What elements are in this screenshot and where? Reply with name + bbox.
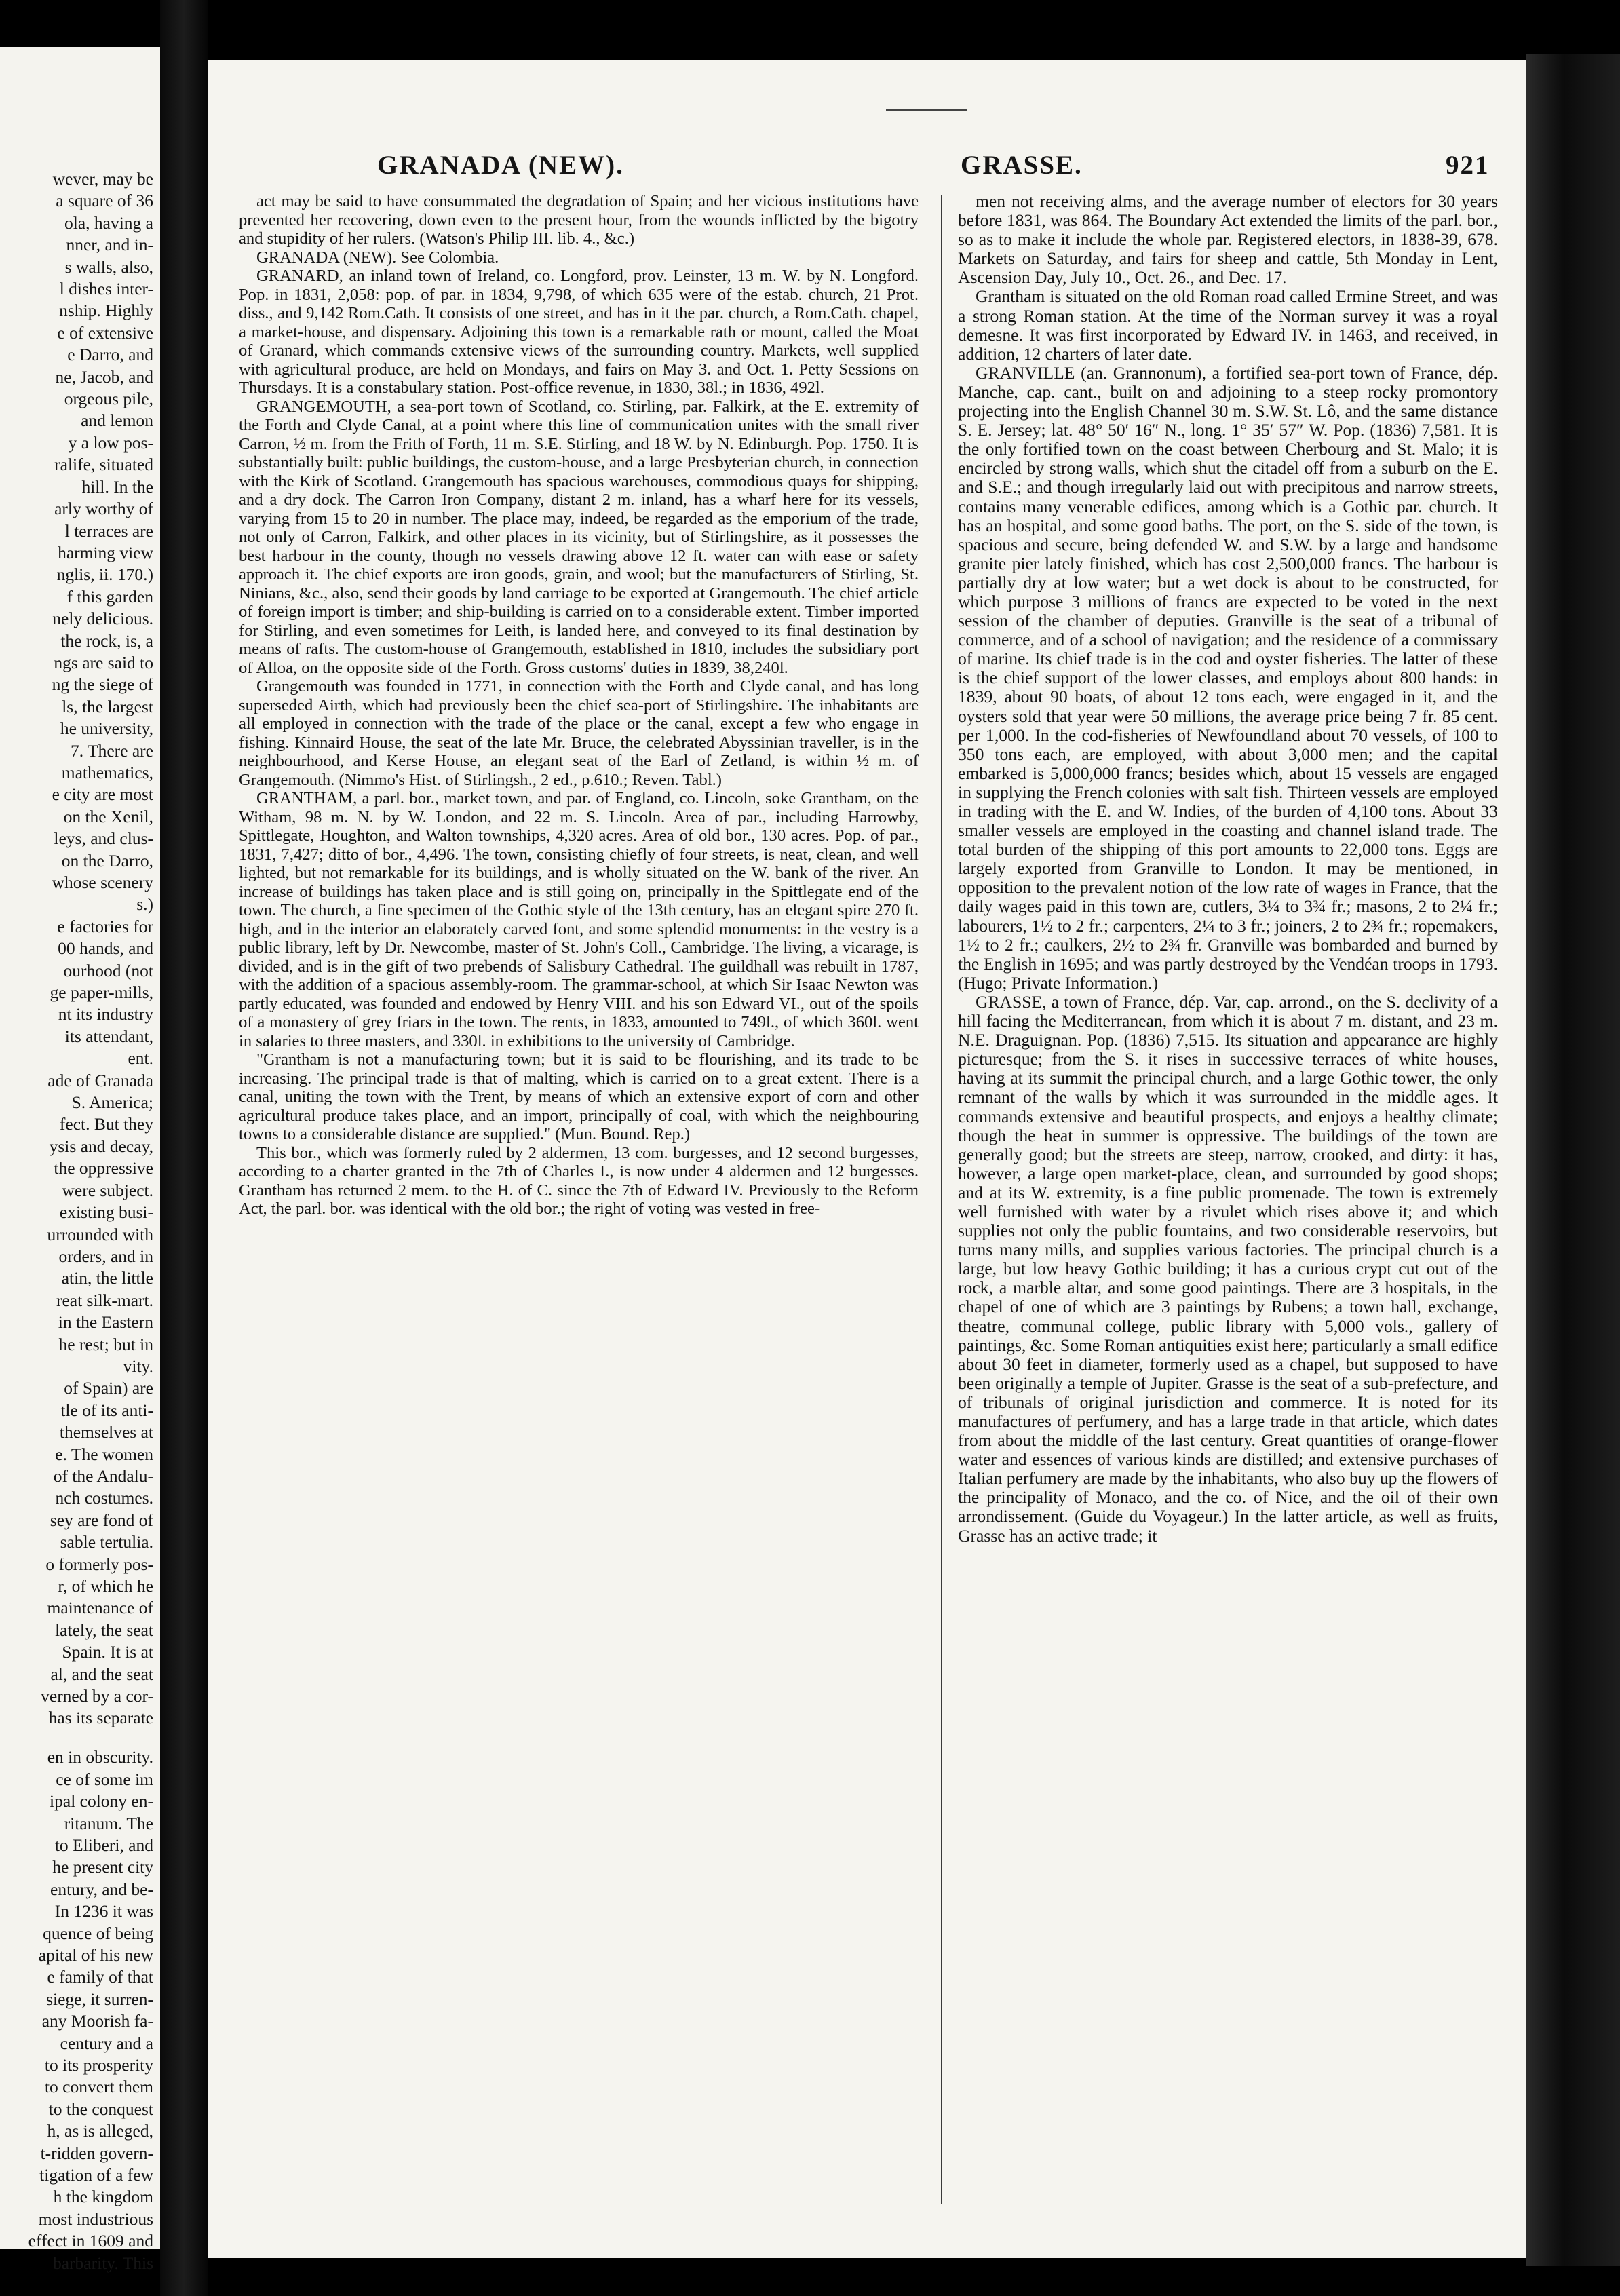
previous-page-line: f this garden bbox=[66, 586, 153, 607]
paragraph: GRASSE, a town of France, dép. Var, cap. arrond., on the S. declivity of a hill facing the Mediterranean, from which it is about 7 m. distant, and 23 m. N.E. Draguignan. Pop. (1836) 7,515. Its situation and appearance are highly picturesque; from the S. it rises in successive terraces of white houses, having at its summit the principal church, and a large Gothic tower, the only remnant of the walls by which it was surrounded in the middle ages. It commands extensive and beautiful prospects, and enjoys a healthy climate; though the heat in summer is oppressive. The buildings of the town are generally good; but the streets are steep, narrow, crooked, and dirty: it has, however, a large open market-place, clean, and surrounded by good shops; and at its W. extremity, is a fine public promenade. The town is extremely well furnished with water by a rivulet which rises above it; and which supplies not only the public fountains, and two considerable reservoirs, but turns many mills, and supplies various factories. The principal church is a large, but low heavy Gothic building; it has a curious crypt cut out of the rock, a marble altar, and some good paintings. There are 3 hospitals, in the chapel of one of which are 3 paintings by Rubens; a town hall, exchange, theatre, communal college, public library with 5,000 vols., gallery of paintings, &c. Some Roman antiquities exist here; particularly a small edifice about 30 feet in diameter, formerly used as a chapel, but supposed to have been originally a temple of Jupiter. Grasse is the seat of a sub-prefecture, and of tribunals of original jurisdiction and commerce. It is noted for its manufactures of perfumery, and has a large trade in that article, which dates from about the middle of the last century. Great quantities of orange-flower water and essences of various kinds are distilled; and extensive purchases of Italian perfumery are made by the inhabitants, who also buy up the flowers of the principality of Monaco, and the co. of Nice, and the oil of their own arrondissement. (Guide du Voyageur.) In the latter article, as well as fruits, Grasse has an active trade; it bbox=[958, 991, 1499, 1546]
previous-page-line: 00 hands, and bbox=[58, 938, 153, 959]
previous-page-line: l dishes inter- bbox=[59, 279, 153, 299]
previous-page-line: to the conquest bbox=[48, 2099, 153, 2119]
paragraph: GRANTHAM, a parl. bor., market town, and par. of England, co. Lincoln, soke Grantham, on the Witham, 98 m. N. by W. London, and 22 m. S. Lincoln. Area of par., including Harrowby, Spittlegate, Houghton, and Walton townships, 4,320 acres. Area of old bor., 130 acres. Pop. of par., 1831, 7,427; ditto of bor., 4,496. The town, consisting chiefly of four streets, is neat, clean, and well lighted, but not remarkable for its buildings, and is wholly situated on the W. bank of the river. An increase of buildings has taken place and is still going on, principally in the Spittlegate end of the town. The church, a fine specimen of the Gothic style of the 13th century, has an elegant spire 270 ft. high, and in the interior an elaborately carved font, and some splendid monuments: in the vestry is a public library, left by Dr. Newcombe, master of St. John's Coll., Cambridge. The living, a vicarage, is divided, and is in the gift of two prebends of Salisbury Cathedral. The guildhall was rebuilt in 1787, with the addition of a spacious assembly-room. The grammar-school, at which Sir Isaac Newton was partly educated, was founded and endowed by Henry VIII. and his son Edward VI., out of the spoils of a monastery of grey friars in the town. The rents, in 1833, amounted to 749l., of which 360l. went in salaries to three masters, and 330l. in exhibitions to the university of Cambridge. bbox=[239, 789, 919, 1050]
previous-page-line: existing busi- bbox=[59, 1202, 153, 1223]
running-head-left: GRANADA (NEW). bbox=[377, 151, 624, 180]
paragraph: GRANADA (NEW). See Colombia. bbox=[256, 248, 499, 267]
previous-page-line: leys, and clus- bbox=[54, 828, 153, 849]
previous-page-line: verned by a cor- bbox=[41, 1686, 153, 1706]
previous-page-line: the rock, is, a bbox=[60, 630, 153, 651]
previous-page-line: of the Andalu- bbox=[53, 1466, 153, 1486]
previous-page-line: ade of Granada bbox=[47, 1070, 153, 1090]
previous-page-line: mathematics, bbox=[61, 762, 153, 782]
paragraph: act may be said to have consummated the degradation of Spain; and her vicious institutions have prevented her recovering, down even to the present hour, from the wounds inflicted by the bigotry and stupidity of her rulers. (Watson's Philip III. lib. 4., &c.) bbox=[239, 192, 919, 248]
previous-page-line: Spain. It is at bbox=[62, 1642, 153, 1662]
previous-page-line: tle of its anti- bbox=[60, 1400, 153, 1420]
paragraph: Grantham is situated on the old Roman road called Ermine Street, and was a strong Roman station. At the time of the Norman survey it was a royal demesne. It was first incorporated by Edward IV. in 1463, and received, in addition, 12 charters of later date. bbox=[958, 286, 1498, 364]
previous-page-line: en in obscurity. bbox=[47, 1747, 153, 1767]
previous-page-line: e of extensive bbox=[57, 322, 153, 343]
previous-page-line: any Moorish fa- bbox=[41, 2011, 153, 2031]
previous-page-line: the oppressive bbox=[54, 1158, 153, 1179]
previous-page-line: ysis and decay, bbox=[49, 1136, 153, 1156]
previous-page-line: to Eliberi, and bbox=[54, 1835, 153, 1855]
previous-page-line: s.) bbox=[136, 894, 153, 915]
previous-page-line: orders, and in bbox=[58, 1246, 153, 1266]
column-rule bbox=[941, 195, 942, 2204]
running-head-right: GRASSE. bbox=[961, 151, 1083, 180]
previous-page-line: h, as is alleged, bbox=[47, 2121, 153, 2141]
previous-page-line: most industrious bbox=[38, 2208, 153, 2229]
previous-page-line: quence of being bbox=[43, 1923, 153, 1943]
previous-page-line: h the kingdom bbox=[53, 2187, 153, 2207]
previous-page-line: ne, Jacob, and bbox=[55, 366, 153, 387]
previous-page-line: orgeous pile, bbox=[64, 389, 153, 409]
previous-page-line: whose scenery bbox=[52, 873, 153, 892]
book-edge bbox=[1526, 54, 1620, 2266]
previous-page-line: nship. Highly bbox=[59, 301, 153, 321]
paragraph: GRANVILLE (an. Grannonum), a fortified sea-port town of France, dép. Manche, cap. cant., built on and adjoining to a steep rocky promontory projecting into the English Channel 30 m. S.W. St. Lô, and the same distance S. E. Jersey; lat. 48° 50′ 16″ N., long. 1° 35′ 57″ W. Pop. (1836) 7,581. It is the only fortified town on the coast between Cherbourg and St. Malo; it is encircled by strong walls, which shut the citadel off from a suburb on the E. and S.E.; and though irregularly laid out with precipitous and narrow streets, contains many venerable edifices, among which is a Gothic par. church. It has an hospital, and some good baths. The port, on the S. side of the town, is spacious and secure, being defended W. and S.W. by a large and handsome granite pier lately finished, which has cost 2,500,000 francs. The harbour is partially dry at low water; but a wet dock is about to be constructed, for which purpose 3 millions of francs are expected to be voted in the next session of the chamber of deputies. Granville is the seat of a tribunal of commerce, and of a school of navigation; and the residence of a commissary of marine. Its chief trade is in the cod and oyster fisheries. The latter of these is the chief support of the lower classes, and employs about 800 hands: in 1839, about 90 boats, of about 12 tons each, were engaged in it, and the oysters sold that year were 50 millions, the average price being 7 fr. 85 cent. per 1,000. In the cod-fisheries of Newfoundland about 70 vessels, of 100 to 350 tons each, are employed, with about 3,000 men; and the capital embarked is 5,000,000 francs; besides which, about 15 vessels are engaged in supplying the French colonies with salt fish. Thirteen vessels are employed in trading with the E. and W. Indies, of the burden of 4,100 tons. About 33 smaller vessels are employed in the coasting and channel island trade. The total burden of the shipping of this port amounts to 22,000 tons. Eggs are largely exported from Granville to London. It may be mentioned, in opposition to the prevalent notion of the low rate of wages in France, that the daily wages paid in this town are, cutlers, 3¼ to 3¾ fr.; masons, 2 to 2¼ fr.; labourers, 1½ to 2 fr.; carpenters, 2¼ to 3 fr.; joiners, 2 to 2¾ fr.; ropemakers, 1½ to 2 fr.; caulkers, 2½ to 2¾ fr. Granville was bombarded and burned by the English in 1695; and was partly destroyed by the Vendéan troops in 1793. (Hugo; Private Information.) bbox=[958, 362, 1498, 993]
previous-page-line: on the Xenil, bbox=[63, 806, 153, 826]
previous-page-line: century and a bbox=[60, 2033, 153, 2053]
previous-page-line: apital of his new bbox=[38, 1945, 153, 1965]
previous-page-line: r, of which he bbox=[58, 1576, 153, 1596]
previous-page-line: tigation of a few bbox=[39, 2165, 153, 2185]
previous-page-line: o formerly pos- bbox=[45, 1554, 153, 1574]
previous-page-line: nch costumes. bbox=[55, 1488, 153, 1508]
paragraph: GRANGEMOUTH, a sea-port town of Scotland, co. Stirling, par. Falkirk, at the E. extremity of the Forth and Clyde Canal, at a point where this line of communication unites with the small river Carron, ½ m. from the Frith of Forth, 11 m. S.E. Stirling, and 18 W. by N. Edinburgh. Pop. 1750. It is substantially built: public buildings, the custom-house, and a large Presbyterian church, in connection with the Kirk of Scotland. Grangemouth has spacious warehouses, commodious quays for shipping, and a dry dock. The Carron Iron Company, distant 2 m. inland, has a wharf here for its vessels, varying from 15 to 20 in number. The place may, indeed, be regarded as the emporium of the trade, not only of Carron, Falkirk, and other places in its vicinity, but of Stirlingshire, as it possesses the best harbour in the county, though no vessels drawing above 12 ft. water can with ease or safety approach it. The chief exports are iron goods, grain, and wool; but the manufacturers of Stirling, St. Ninians, &c., also, send their goods by land carriage to be exported at Grangemouth. The chief article of foreign import is timber; and ship-building is carried on to a considerable extent. Timber imported for Stirling, and even sometimes for Leith, is landed here, and conveyed to its final destination by means of rafts. The custom-house of Grangemouth, established in 1810, includes the subsidiary port of Alloa, on the opposite side of the Forth. Gross customs' duties in 1839, 38,240l. bbox=[239, 397, 919, 677]
previous-page-line: ralife, situated bbox=[54, 455, 153, 475]
previous-page-line: harming view bbox=[58, 542, 153, 562]
previous-page-line: ent. bbox=[128, 1048, 153, 1069]
previous-page-line: ola, having a bbox=[64, 212, 153, 233]
previous-page-line: lately, the seat bbox=[55, 1620, 153, 1640]
previous-page-line: of Spain) are bbox=[64, 1378, 153, 1398]
previous-page-line: to convert them bbox=[44, 2077, 153, 2097]
page-number: 921 bbox=[1446, 151, 1490, 180]
previous-page-line: ls, the largest bbox=[62, 696, 153, 716]
previous-page-line: vity. bbox=[123, 1356, 153, 1376]
previous-page-line: e factories for bbox=[57, 916, 153, 936]
previous-page-line: atin, the little bbox=[61, 1268, 153, 1288]
previous-page-line bbox=[0, 1729, 153, 1747]
previous-page-line: sey are fond of bbox=[50, 1510, 153, 1530]
previous-page-line: its attendant, bbox=[64, 1026, 153, 1046]
previous-page-line: he rest; but in bbox=[58, 1334, 153, 1354]
previous-page-text bbox=[0, 168, 153, 2274]
previous-page-line: S. America; bbox=[71, 1092, 153, 1113]
book-gutter bbox=[160, 0, 208, 2296]
paragraph: This bor., which was formerly ruled by 2 aldermen, 13 com. burgesses, and 12 second burgesses, according to a charter granted in the 7th of Charles I., is now under 4 aldermen and 12 burgesses. Grantham has returned 2 mem. to the H. of C. since the 7th of Edward IV. Previously to the Reform Act, the parl. bor. was identical with the old bor.; the right of voting was vested in free- bbox=[239, 1143, 919, 1218]
previous-page-line: barbarity. This bbox=[52, 2253, 153, 2273]
previous-page-line: hill. In the bbox=[81, 476, 153, 497]
previous-page-line: t-ridden govern- bbox=[40, 2143, 153, 2163]
previous-page-line: in the Eastern bbox=[58, 1312, 153, 1333]
previous-page-line: urrounded with bbox=[47, 1224, 153, 1244]
right-column bbox=[958, 192, 1498, 1546]
paragraph: men not receiving alms, and the average number of electors for 30 years before 1831, was 864. The Boundary Act extended the limits of the parl. bor., so as to make it include the whole par. Registered electors, in 1838-39, 678. Markets on Saturday, and fairs for sheep and cattle, 5th Monday in Lent, Ascension Day, July 10., Oct. 26., and Dec. 17. bbox=[958, 191, 1498, 288]
previous-page-line: e city are most bbox=[52, 784, 153, 805]
previous-page-line: In 1236 it was bbox=[54, 1901, 153, 1921]
header-rule bbox=[886, 109, 967, 111]
previous-page-line: siege, it surren- bbox=[46, 1989, 153, 2009]
previous-page-line: and lemon bbox=[81, 410, 153, 431]
previous-page-line: entury, and be- bbox=[50, 1879, 153, 1899]
previous-page-line: he university, bbox=[60, 719, 153, 739]
previous-page-line: nner, and in- bbox=[66, 235, 153, 255]
previous-page-line: ge paper-mills, bbox=[50, 982, 153, 1003]
previous-page-line: s walls, also, bbox=[64, 256, 153, 277]
previous-page-line: fect. But they bbox=[59, 1114, 153, 1134]
paragraph: "Grantham is not a manufacturing town; but it is said to be flourishing, and its trade to be increasing. The principal trade is that of malting, which is carried on to a great extent. There is a canal, uniting the town with the Trent, by means of which an extensive export of corn and other agricultural produce takes place, and an import, principally of coal, with which the neighbouring towns to a considerable distance are supplied." (Mun. Bound. Rep.) bbox=[239, 1050, 919, 1143]
paragraph: Grangemouth was founded in 1771, in connection with the Forth and Clyde canal, and has long superseded Airth, which had previously been the chief sea-port of Stirlingshire. The inhabitants are all employed in connection with the trade of the place or the canal, except a few who engage in fishing. Kinnaird House, the seat of the late Mr. Bruce, the celebrated Abyssinian traveller, is in the neighbourhood, and Kerse House, an elegant seat of the Earl of Zetland, is within ½ m. of Grangemouth. (Nimmo's Hist. of Stirlingsh., 2 ed., p.610.; Reven. Tabl.) bbox=[239, 677, 919, 789]
left-column bbox=[239, 192, 919, 1219]
previous-page-line: e family of that bbox=[47, 1967, 153, 1987]
previous-page-line: nglis, ii. 170.) bbox=[56, 565, 153, 585]
previous-page-line: to its prosperity bbox=[44, 2055, 153, 2075]
previous-page-line: ipal colony en- bbox=[50, 1791, 153, 1812]
previous-page-line: on the Darro, bbox=[61, 850, 153, 870]
previous-page-line: a square of 36 bbox=[56, 191, 153, 211]
previous-page-line: nely delicious. bbox=[52, 609, 153, 629]
previous-page-line: al, and the seat bbox=[50, 1664, 153, 1684]
previous-page-line: effect in 1609 and bbox=[28, 2231, 153, 2251]
previous-page-line: has its separate bbox=[48, 1708, 153, 1728]
previous-page-line: maintenance of bbox=[47, 1598, 153, 1618]
previous-page-line: 7. There are bbox=[71, 740, 153, 761]
previous-page-line: ngs are said to bbox=[54, 652, 153, 672]
paragraph: GRANARD, an inland town of Ireland, co. Longford, prov. Leinster, 13 m. W. by N. Longford. Pop. in 1831, 2,058: pop. of par. in 1834, 9,798, of which 635 were of the estab. church, 21 Prot. diss., and 9,142 Rom.Cath. It consists of one street, and has in it the par. church, a Rom.Cath. chapel, a market-house, and dispensary. Adjoining this town is a remarkable rath or mount, called the Moat of Granard, which commands extensive views of the surrounding country. Markets, well supplied with agricultural produce, are held on Mondays, and fairs on May 3. and Oct. 1. Petty Sessions on Thursdays. It is a constabulary station. Post-office revenue, in 1830, 38l.; in 1836, 492l. bbox=[239, 267, 919, 397]
previous-page-line: arly worthy of bbox=[54, 499, 153, 519]
previous-page-line: e Darro, and bbox=[67, 345, 153, 365]
previous-page-line: ourhood (not bbox=[63, 960, 153, 980]
previous-page-line: y a low pos- bbox=[68, 432, 153, 453]
previous-page-line: e. The women bbox=[55, 1444, 153, 1464]
previous-page-line: reat silk-mart. bbox=[56, 1290, 153, 1310]
previous-page-line: ng the siege of bbox=[52, 674, 153, 695]
previous-page-line: were subject. bbox=[62, 1180, 153, 1200]
previous-page-line: he present city bbox=[52, 1857, 153, 1877]
previous-page-line: ritanum. The bbox=[64, 1813, 153, 1833]
previous-page-line: l terraces are bbox=[64, 520, 153, 541]
previous-page-edge bbox=[0, 47, 160, 2273]
page bbox=[208, 60, 1534, 2258]
previous-page-line: themselves at bbox=[59, 1422, 153, 1442]
previous-page-line: ce of some im bbox=[56, 1769, 153, 1789]
previous-page-line: wever, may be bbox=[52, 169, 153, 189]
previous-page-line: sable tertulia. bbox=[60, 1532, 153, 1552]
previous-page-line: nt its industry bbox=[58, 1004, 153, 1025]
